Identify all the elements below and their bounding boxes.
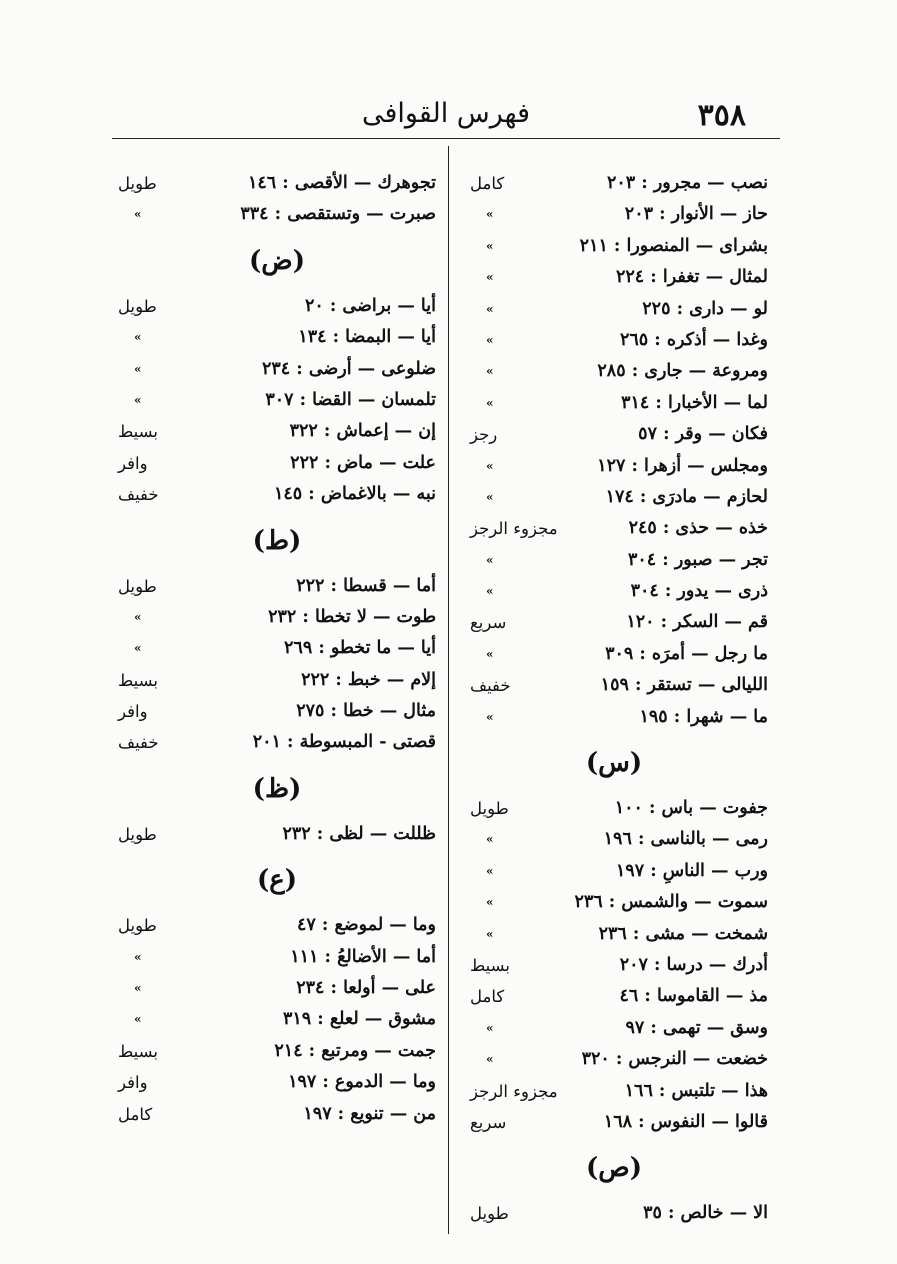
page-number: ٣٥٨ (697, 98, 746, 133)
entry-text: تجر — صبور : ٣٠٤ (628, 549, 768, 570)
entry-text: علت — ماض : ٢٢٢ (290, 452, 436, 473)
entry-text: وما — الدموع : ١٩٧ (288, 1072, 436, 1093)
ditto-mark: » (486, 584, 494, 599)
right-column (470, 168, 768, 1230)
index-entry (470, 545, 768, 576)
entry-text: شمخت — مشى : ٢٣٦ (598, 923, 768, 944)
letter-heading: (س) (585, 748, 643, 779)
entry-text: على — أولعا : ٢٣٤ (296, 978, 436, 999)
entry-text: إن — إعماش : ٣٢٢ (289, 421, 436, 442)
meter-label: طويل (470, 1204, 509, 1224)
ditto-mark: » (134, 392, 142, 407)
index-entry (470, 1013, 768, 1044)
meter-label: طويل (118, 576, 157, 596)
meter-label: خفيف (118, 485, 159, 505)
ditto-mark: » (486, 863, 494, 878)
index-entry (118, 1067, 436, 1098)
letter-heading: (ظ) (252, 773, 302, 804)
index-entry (470, 607, 768, 638)
index-entry (470, 262, 768, 293)
entry-text: وما — لموضع : ٤٧ (297, 915, 436, 936)
ditto-mark: » (486, 832, 494, 847)
index-entry (118, 448, 436, 479)
ditto-mark: » (134, 207, 142, 222)
entry-text: لو — دارى : ٢٢٥ (642, 298, 768, 319)
index-entry (118, 571, 436, 602)
index-entry (118, 1099, 436, 1130)
meter-label: كامل (118, 1104, 153, 1124)
meter-label: بسيط (118, 422, 158, 442)
index-entry (470, 231, 768, 262)
meter-label: بسيط (118, 670, 158, 690)
index-entry (118, 479, 436, 510)
entry-text: قم — السكر : ١٢٠ (626, 612, 768, 633)
entry-text: أما — الأضالعُ : ١١١ (290, 946, 436, 967)
meter-label: مجزوء الرجز (470, 1081, 558, 1101)
entry-text: تجوهرك — الأقصى : ١٤٦ (247, 173, 436, 193)
meter-label: طويل (118, 916, 157, 936)
index-entry (470, 419, 768, 450)
meter-label: سريع (470, 1112, 507, 1132)
ditto-mark: » (486, 238, 494, 253)
meter-label: كامل (470, 987, 505, 1007)
ditto-mark: » (486, 332, 494, 347)
index-entry (470, 950, 768, 981)
index-entry (118, 696, 436, 727)
page-title: فهرس القوافى (361, 98, 531, 129)
entry-text: لحازم — مادرَى : ١٧٤ (605, 486, 768, 507)
index-entry (118, 199, 436, 230)
entry-text: تلمسان — القضا : ٣٠٧ (265, 389, 436, 410)
letter-heading: (ض) (248, 245, 306, 276)
entry-text: ومروعة — جارى : ٢٨٥ (597, 361, 768, 382)
entry-text: قالوا — النفوس : ١٦٨ (603, 1111, 768, 1132)
ditto-mark: » (134, 609, 142, 624)
entry-text: ظللت — لظى : ٢٣٢ (282, 823, 436, 844)
ditto-mark: » (486, 926, 494, 941)
entry-text: بشراى — المنصورا : ٢١١ (579, 235, 768, 256)
index-entry (470, 887, 768, 918)
index-entry (470, 824, 768, 855)
index-entry (470, 356, 768, 387)
index-entry (470, 325, 768, 356)
left-column (118, 168, 436, 1130)
index-entry (118, 819, 436, 850)
letter-heading: (ع) (256, 865, 298, 896)
entry-text: الليالى — تستقر : ١٥٩ (600, 675, 768, 696)
entry-text: جفوت — باس : ١٠٠ (614, 798, 768, 819)
index-entry (470, 513, 768, 544)
meter-label: وافر (118, 1073, 148, 1093)
ditto-mark: » (486, 1052, 494, 1067)
ditto-mark: » (134, 330, 142, 345)
entry-text: أيا — ما تخطو : ٢٦٩ (284, 638, 436, 659)
entry-text: ضلوعى — أرضى : ٢٣٤ (261, 358, 436, 379)
index-entry (118, 633, 436, 664)
entry-text: صبرت — وتستقصى : ٣٣٤ (240, 204, 436, 225)
letter-heading: (ص) (585, 1153, 643, 1184)
index-entry (118, 416, 436, 447)
entry-text: فكان — وقر : ٥٧ (638, 424, 768, 445)
entry-text: خذه — حذى : ٢٤٥ (628, 518, 768, 539)
meter-label: بسيط (470, 955, 510, 975)
ditto-mark: » (134, 1012, 142, 1027)
ditto-mark: » (134, 361, 142, 376)
entry-text: لما — الأخبارا : ٣١٤ (621, 392, 768, 413)
entry-text: مشوق — لعلع : ٣١٩ (282, 1009, 436, 1030)
meter-label: كامل (470, 174, 505, 193)
index-entry (470, 856, 768, 887)
ditto-mark: » (486, 458, 494, 473)
column-divider (448, 146, 449, 1234)
index-entry (470, 1198, 768, 1229)
index-entry (118, 910, 436, 941)
meter-label: رجز (470, 425, 498, 445)
meter-label: وافر (118, 702, 148, 722)
ditto-mark: » (486, 552, 494, 567)
index-entry (118, 1004, 436, 1035)
entry-text: لمثال — تغفرا : ٢٢٤ (616, 267, 768, 288)
entry-text: طوت — لا تخطا : ٢٣٢ (268, 606, 436, 627)
meter-label: خفيف (118, 733, 159, 753)
ditto-mark: » (134, 641, 142, 656)
meter-label: بسيط (118, 1041, 158, 1061)
index-entry (118, 1036, 436, 1067)
index-entry (470, 294, 768, 325)
ditto-mark: » (486, 895, 494, 910)
index-entry (470, 670, 768, 701)
index-entry (118, 322, 436, 353)
entry-text: ذرى — يدور : ٣٠٤ (630, 581, 768, 602)
meter-label: طويل (118, 824, 157, 844)
meter-label: طويل (118, 296, 157, 316)
entry-text: قصتى - المبسوطة : ٢٠١ (252, 732, 436, 753)
entry-text: رمى — بالناسى : ١٩٦ (603, 829, 768, 850)
meter-label: مجزوء الرجز (470, 519, 558, 539)
entry-text: سموت — والشمس : ٢٣٦ (574, 892, 768, 913)
entry-text: إلام — خبط : ٢٢٢ (301, 669, 436, 690)
entry-text: هذا — تلتبس : ١٦٦ (624, 1080, 768, 1101)
index-entry (118, 727, 436, 758)
index-entry (470, 388, 768, 419)
index-entry (470, 793, 768, 824)
index-entry (470, 639, 768, 670)
entry-text: نبه — بالاغماض : ١٤٥ (273, 484, 436, 505)
index-entry (470, 168, 768, 199)
meter-label: طويل (118, 174, 157, 193)
ditto-mark: » (486, 646, 494, 661)
ditto-mark: » (486, 395, 494, 410)
index-entry (118, 168, 436, 199)
meter-label: خفيف (470, 676, 511, 696)
index-entry (118, 665, 436, 696)
entry-text: ورب — الناسِ : ١٩٧ (615, 860, 768, 881)
ditto-mark: » (134, 949, 142, 964)
entry-text: وسق — تهمى : ٩٧ (625, 1017, 768, 1038)
ditto-mark: » (486, 207, 494, 222)
header-rule (112, 138, 780, 139)
entry-text: مثال — خطا : ٢٧٥ (296, 701, 436, 722)
index-entry (470, 576, 768, 607)
meter-label: طويل (470, 799, 509, 819)
index-entry (470, 919, 768, 950)
entry-text: أدرك — درسا : ٢٠٧ (619, 954, 768, 975)
ditto-mark: » (486, 489, 494, 504)
entry-text: ومجلس — أزهرا : ١٢٧ (597, 455, 768, 476)
index-entry (118, 602, 436, 633)
ditto-mark: » (486, 270, 494, 285)
index-entry (470, 1076, 768, 1107)
meter-label: وافر (118, 453, 148, 473)
index-entry (470, 1044, 768, 1075)
entry-text: أما — قسطا : ٢٢٢ (296, 575, 436, 596)
index-entry (118, 354, 436, 385)
index-entry (470, 981, 768, 1012)
ditto-mark: » (134, 981, 142, 996)
index-entry (470, 451, 768, 482)
ditto-mark: » (486, 364, 494, 379)
entry-text: ما رجل — أمرَه : ٣٠٩ (605, 643, 768, 664)
ditto-mark: » (486, 1020, 494, 1035)
entry-text: ما — شهرا : ١٩٥ (639, 706, 768, 727)
entry-text: خضعت — النرجس : ٣٢٠ (581, 1049, 768, 1070)
index-entry (118, 942, 436, 973)
entry-text: مذ — القاموسا : ٤٦ (619, 986, 768, 1007)
entry-text: أيا — براضى : ٢٠ (304, 295, 436, 316)
page-header (112, 92, 780, 136)
index-entry (118, 291, 436, 322)
ditto-mark: » (486, 709, 494, 724)
meter-label: سريع (470, 613, 507, 633)
entry-text: حاز — الأنوار : ٢٠٣ (624, 204, 768, 225)
letter-heading: (ط) (252, 525, 302, 556)
index-entry (470, 1107, 768, 1138)
entry-text: الا — خالص : ٣٥ (643, 1203, 768, 1224)
index-entry (470, 199, 768, 230)
index-entry (118, 973, 436, 1004)
index-entry (118, 385, 436, 416)
entry-text: وغدا — أذكره : ٢٦٥ (620, 329, 768, 350)
index-entry (470, 702, 768, 733)
entry-text: نصب — مجرور : ٢٠٣ (607, 173, 768, 193)
entry-text: من — تنويع : ١٩٧ (303, 1103, 436, 1124)
entry-text: أيا — البمضا : ١٣٤ (298, 327, 436, 348)
entry-text: جمت — ومرتبع : ٢١٤ (274, 1040, 436, 1061)
ditto-mark: » (486, 301, 494, 316)
index-entry (470, 482, 768, 513)
